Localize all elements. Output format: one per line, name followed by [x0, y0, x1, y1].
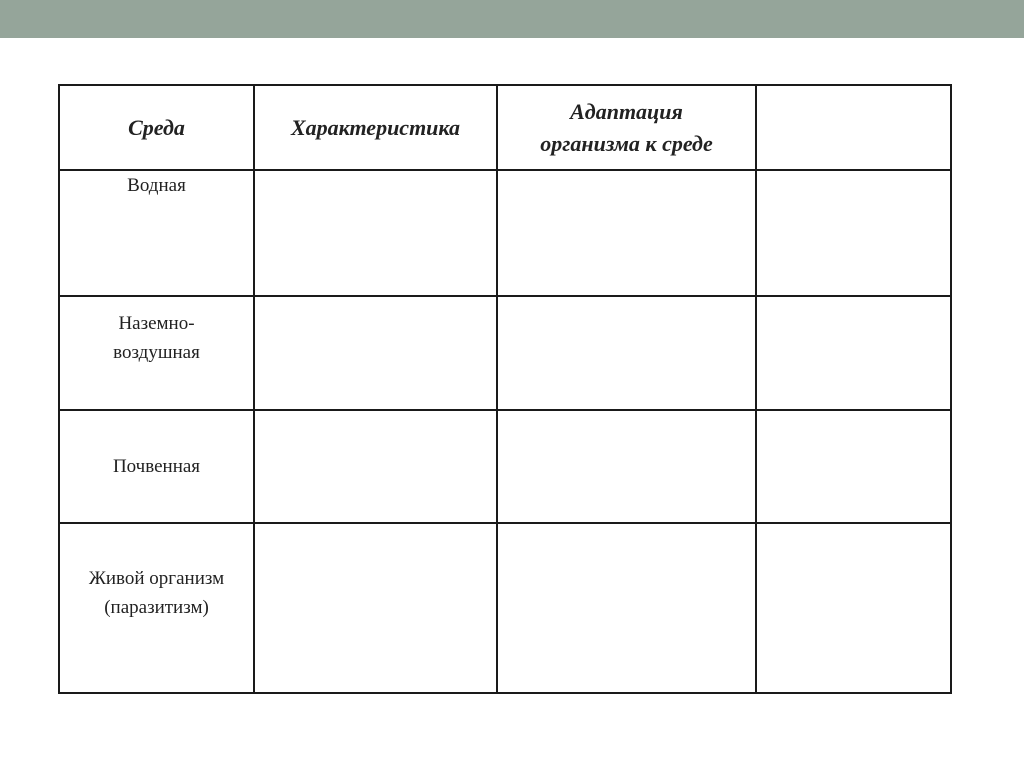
row-label-ground-air: [59, 296, 254, 410]
row-label-living-organism: [59, 523, 254, 693]
table-cell[interactable]: [497, 296, 756, 410]
row-label-soil: [59, 410, 254, 523]
top-bar: [0, 0, 1024, 38]
header-empty: [756, 85, 951, 170]
table-row: [59, 410, 951, 523]
header-characteristic: Характеристика: [254, 85, 497, 170]
table-cell[interactable]: [497, 523, 756, 693]
table-cell[interactable]: [756, 296, 951, 410]
table-cell[interactable]: [254, 170, 497, 296]
table-cell[interactable]: [497, 170, 756, 296]
table-cell[interactable]: [497, 410, 756, 523]
table-row: [59, 170, 951, 296]
row-label-water: [59, 170, 254, 296]
table-cell[interactable]: [254, 296, 497, 410]
header-environment: Среда: [59, 85, 254, 170]
table-row: [59, 523, 951, 693]
row-label-line2: воздушная: [113, 342, 200, 363]
row-label-line1: Почвенная: [112, 456, 201, 477]
table-cell[interactable]: [254, 410, 497, 523]
table-cell[interactable]: [756, 410, 951, 523]
header-adaptation-line2: организма к среде: [540, 130, 713, 156]
environment-table: [58, 84, 952, 694]
row-label-line1: Живой организм: [88, 568, 225, 589]
table-row: [59, 296, 951, 410]
table-cell[interactable]: [756, 523, 951, 693]
header-adaptation: [497, 85, 756, 170]
header-row: [59, 85, 951, 170]
table-cell[interactable]: [254, 523, 497, 693]
row-label-line1: Водная: [127, 175, 186, 196]
table-cell[interactable]: [756, 170, 951, 296]
row-label-line2: (паразитизм): [104, 597, 209, 618]
header-adaptation-line1: Адаптация: [570, 98, 683, 124]
row-label-line1: Наземно-: [118, 313, 195, 334]
